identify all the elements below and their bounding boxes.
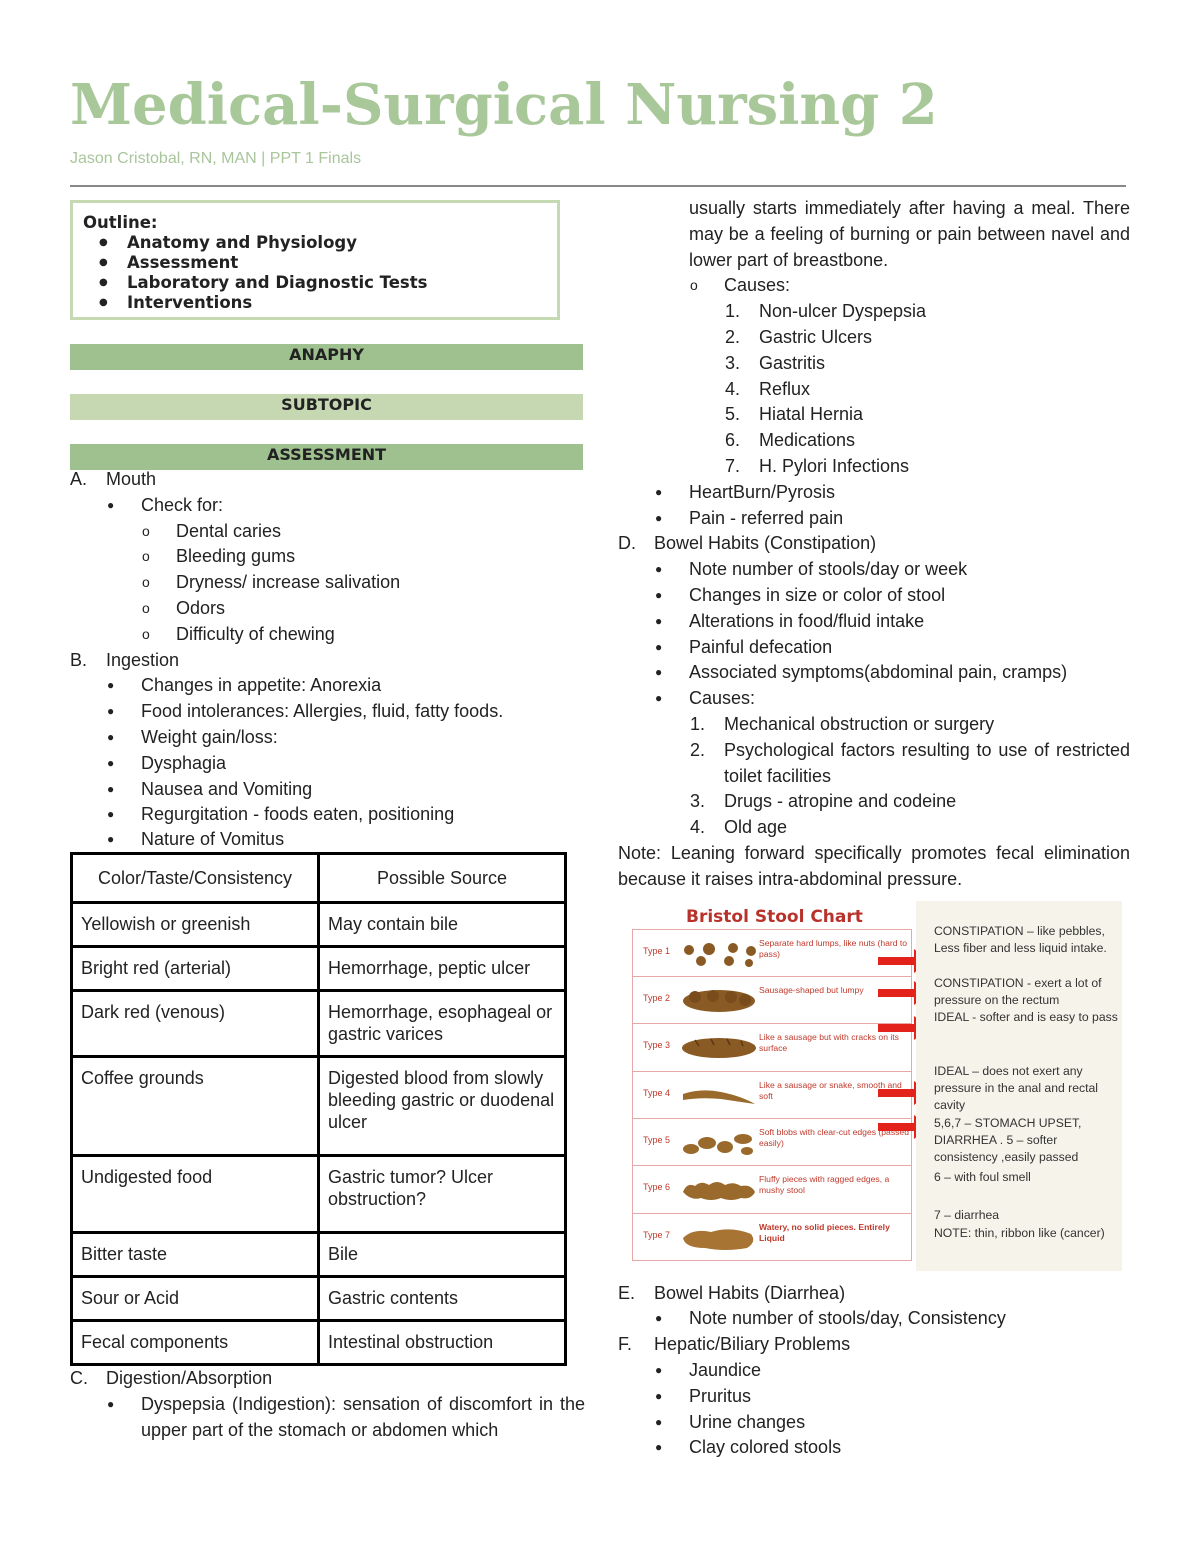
- outline-item: ● Anatomy and Physiology: [83, 233, 547, 253]
- table-header-cell: Color/Taste/Consistency: [72, 854, 319, 903]
- table-cell: Undigested food: [72, 1156, 319, 1233]
- list-item: ● Food intolerances: Allergies, fluid, fatty foods.: [107, 701, 504, 722]
- chart-note: IDEAL – does not exert any pressure in the anal and rectal cavity: [934, 1063, 1098, 1112]
- list-item: ● Check for:: [107, 494, 224, 515]
- dyspepsia-continued: usually starts immediately after having a meal. There may be a feeling of burning or pain between navel and lower part of breastbone.: [689, 198, 1130, 270]
- bristol-stool-chart: [620, 901, 1120, 1271]
- list-item: 2. Psychological factors resulting to use of restricted toilet facilities: [690, 739, 1130, 786]
- chart-note: 7 – diarrhea: [934, 1207, 1000, 1222]
- chart-note: NOTE: thin, ribbon like (cancer): [934, 1225, 1105, 1240]
- list-item-mouth: A. Mouth: [70, 469, 157, 489]
- chart-table: [632, 929, 912, 1261]
- outline-item: ● Laboratory and Diagnostic Tests: [83, 273, 547, 293]
- list-item: o Dryness/ increase salivation: [142, 572, 401, 593]
- table-row: [72, 1321, 566, 1365]
- section-bar-subtopic: SUBTOPIC: [70, 394, 583, 420]
- list-item: ● Note number of stools/day, Consistency: [655, 1308, 1006, 1329]
- list-item: ● Note number of stools/day or week: [655, 559, 968, 580]
- table-cell: Intestinal obstruction: [319, 1321, 566, 1365]
- table-cell: Coffee grounds: [72, 1057, 319, 1156]
- chart-note: IDEAL - softer and is easy to pass: [934, 1009, 1118, 1024]
- table-cell: Gastric tumor? Ulcer obstruction?: [319, 1156, 566, 1233]
- stool-type-7-image: [681, 1224, 757, 1252]
- chart-note: 6 – with foul smell: [934, 1169, 1031, 1184]
- stool-type-row: [633, 1166, 911, 1213]
- list-item: ● Pruritus: [655, 1385, 752, 1406]
- list-item: o Bleeding gums: [142, 546, 296, 567]
- constipation-note: Note: Leaning forward specifically promotes fecal elimination because it raises intra-abdominal pressure.: [618, 842, 1130, 889]
- stool-type-label: Type 6: [643, 1182, 671, 1193]
- stool-type-row: [633, 1072, 911, 1119]
- list-item: ● HeartBurn/Pyrosis: [655, 481, 836, 502]
- list-item: 7. H. Pylori Infections: [725, 455, 910, 476]
- stool-type-description: Fluffy pieces with ragged edges, a mushy stool: [759, 1174, 890, 1196]
- outline-item: ● Assessment: [83, 253, 547, 273]
- header-divider: [70, 185, 1126, 187]
- table-cell: Hemorrhage, esophageal or gastric varices: [319, 991, 566, 1057]
- stool-type-description: Soft blobs with clear-cut edges (passed easily): [759, 1127, 909, 1149]
- digestion-continued: [618, 196, 1130, 893]
- table-cell: Gastric contents: [319, 1277, 566, 1321]
- list-item: ● Urine changes: [655, 1411, 806, 1432]
- list-item: ● Pain - referred pain: [655, 507, 844, 528]
- stool-type-description: Like a sausage or snake, smooth and soft: [759, 1079, 902, 1101]
- vomitus-table: [70, 852, 567, 1366]
- list-item: ● Clay colored stools: [655, 1437, 842, 1458]
- table-row: [72, 903, 566, 947]
- stool-type-label: Type 5: [643, 1135, 671, 1146]
- stool-type-label: Type 1: [643, 945, 671, 956]
- table-cell: Dark red (venous): [72, 991, 319, 1057]
- list-item: 1. Mechanical obstruction or surgery: [690, 713, 995, 734]
- page-subtitle: Jason Cristobal, RN, MAN | PPT 1 Finals: [70, 150, 362, 167]
- list-item: 2. Gastric Ulcers: [725, 326, 873, 347]
- stool-type-label: Type 3: [643, 1040, 671, 1051]
- table-row: [72, 947, 566, 991]
- outline-box: [70, 200, 560, 320]
- chart-notes-panel: [916, 901, 1122, 1271]
- list-item: o Dental caries: [142, 520, 282, 541]
- stool-type-2-image: [681, 987, 757, 1015]
- list-item: ● Weight gain/loss:: [107, 726, 278, 747]
- list-item: ● Associated symptoms(abdominal pain, cramps): [655, 662, 1068, 683]
- list-item: ● Dysphagia: [107, 752, 227, 773]
- table-cell: Yellowish or greenish: [72, 903, 319, 947]
- stool-type-4-image: [681, 1082, 757, 1110]
- stool-type-description: Like a sausage but with cracks on its surface: [759, 1032, 899, 1054]
- list-item: o Difficulty of chewing: [142, 623, 335, 644]
- table-cell: May contain bile: [319, 903, 566, 947]
- section-bar-assessment: ASSESSMENT: [70, 444, 583, 470]
- stool-type-6-image: [681, 1176, 757, 1204]
- chart-note: CONSTIPATION - exert a lot of pressure on the rectum: [934, 975, 1102, 1007]
- list-item-constipation: D. Bowel Habits (Constipation): [618, 533, 877, 554]
- digestion-list: [70, 1366, 585, 1443]
- table-cell: Digested blood from slowly bleeding gastric or duodenal ulcer: [319, 1057, 566, 1156]
- list-item: 3. Gastritis: [725, 352, 826, 373]
- table-row: [72, 1156, 566, 1233]
- table-cell: Fecal components: [72, 1321, 319, 1365]
- table-row: [72, 991, 566, 1057]
- section-bar-anaphy: ANAPHY: [70, 344, 583, 370]
- list-item: ● Jaundice: [655, 1359, 762, 1380]
- bowel-hepatic-list: [618, 1281, 1130, 1462]
- stool-type-row: [633, 1214, 911, 1261]
- list-item: ● Nausea and Vomiting: [107, 778, 313, 799]
- table-cell: Bile: [319, 1233, 566, 1277]
- list-item: ● Alterations in food/fluid intake: [655, 610, 925, 631]
- table-cell: Sour or Acid: [72, 1277, 319, 1321]
- chart-title: Bristol Stool Chart: [686, 906, 863, 927]
- chart-note: 5,6,7 – STOMACH UPSET, DIARRHEA . 5 – softer consistency ,easily passed: [934, 1115, 1082, 1164]
- list-item: ● Dyspepsia (Indigestion): sensation of discomfort in the upper part of the stomach or abdomen which: [107, 1393, 585, 1440]
- table-row: [72, 1057, 566, 1156]
- list-item-ingestion: B. Ingestion: [70, 649, 180, 670]
- stool-type-3-image: [681, 1034, 757, 1062]
- list-item: ● Nature of Vomitus: [107, 829, 285, 850]
- list-item: 6. Medications: [725, 430, 856, 451]
- page-title: Medical-Surgical Nursing 2: [70, 72, 938, 138]
- stool-type-row: [633, 1119, 911, 1166]
- stool-type-label: Type 2: [643, 992, 671, 1003]
- table-cell: Bitter taste: [72, 1233, 319, 1277]
- list-item: 4. Reflux: [725, 378, 811, 399]
- stool-type-description: Watery, no solid pieces. Entirely Liquid: [759, 1221, 890, 1243]
- outline-label: Outline:: [83, 213, 158, 232]
- stool-type-1-image: [681, 940, 757, 968]
- assessment-list: [70, 467, 585, 850]
- table-row: [72, 1233, 566, 1277]
- stool-type-label: Type 4: [643, 1087, 671, 1098]
- list-item-digestion: C. Digestion/Absorption: [70, 1368, 273, 1389]
- stool-type-5-image: [681, 1129, 757, 1157]
- list-item: ● Changes in size or color of stool: [655, 584, 946, 605]
- stool-type-description: Sausage-shaped but lumpy: [759, 984, 864, 995]
- table-cell: Bright red (arterial): [72, 947, 319, 991]
- list-item: 3. Drugs - atropine and codeine: [690, 791, 957, 812]
- list-item-diarrhea: E. Bowel Habits (Diarrhea): [618, 1282, 846, 1303]
- list-item-hepatic: F. Hepatic/Biliary Problems: [618, 1334, 851, 1355]
- table-cell: Hemorrhage, peptic ulcer: [319, 947, 566, 991]
- outline-item: ● Interventions: [83, 293, 547, 313]
- stool-type-row: [633, 977, 911, 1024]
- list-item: ● Causes:: [655, 688, 756, 709]
- stool-type-row: [633, 1024, 911, 1071]
- list-item: ● Painful defecation: [655, 636, 833, 657]
- table-row: [72, 1277, 566, 1321]
- list-item: o Causes:: [690, 275, 791, 296]
- list-item: o Odors: [142, 597, 226, 618]
- chart-note: CONSTIPATION – like pebbles, Less fiber and less liquid intake.: [934, 923, 1107, 955]
- list-item: 5. Hiatal Hernia: [725, 404, 864, 425]
- left-column: [70, 200, 585, 1444]
- list-item: 4. Old age: [690, 817, 788, 838]
- list-item: ● Regurgitation - foods eaten, positioning: [107, 804, 455, 825]
- table-header-row: [72, 854, 566, 903]
- right-column: [618, 196, 1130, 1461]
- stool-type-label: Type 7: [643, 1229, 671, 1240]
- table-header-cell: Possible Source: [319, 854, 566, 903]
- list-item: 1. Non-ulcer Dyspepsia: [725, 301, 927, 322]
- list-item: ● Changes in appetite: Anorexia: [107, 675, 382, 696]
- stool-type-description: Separate hard lumps, like nuts (hard to pass): [759, 937, 908, 959]
- stool-type-row: [633, 930, 911, 977]
